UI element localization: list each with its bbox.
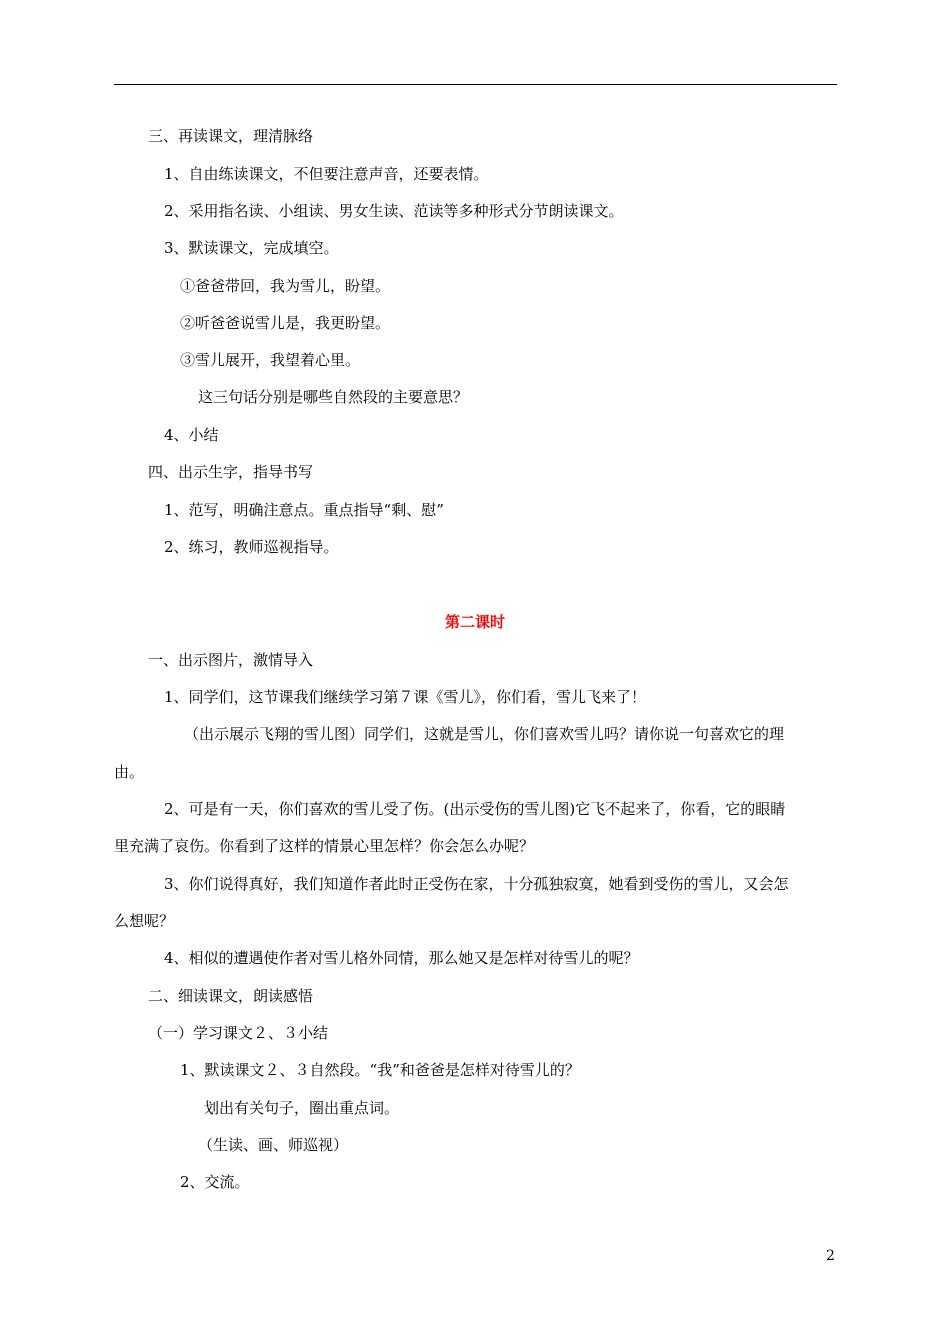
heading-close-reading: 二、细读课文，朗读感悟 <box>148 987 314 1005</box>
paragraph-line: 2、采用指名读、小组读、男女生读、范读等多种形式分节朗读课文。 <box>164 202 624 220</box>
header-rule <box>114 84 837 85</box>
paragraph-line: 1、同学们，这节课我们继续学习第７课《雪儿》，你们看，雪儿飞来了！ <box>164 688 647 706</box>
paragraph-line: 里充满了哀伤。你看到了这样的情景心里怎样？你会怎么办呢？ <box>114 837 535 855</box>
paragraph-line: 划出有关句子，圈出重点词。 <box>204 1099 400 1117</box>
paragraph-line: （出示展示飞翔的雪儿图）同学们，这就是雪儿，你们喜欢雪儿吗？请你说一句喜欢它的理 <box>184 725 785 743</box>
paragraph-line: 4、相似的遭遇使作者对雪儿格外同情，那么她又是怎样对待雪儿的呢？ <box>164 949 639 967</box>
paragraph-line: 2、练习，教师巡视指导。 <box>164 538 339 556</box>
heading-intro: 一、出示图片，激情导入 <box>148 651 314 669</box>
section-title: 第二课时 <box>444 613 505 631</box>
paragraph-line: 么想呢？ <box>114 912 175 930</box>
paragraph-line: 3、默读课文，完成填空。 <box>164 239 339 257</box>
subheading-lesson: （一）学习课文２、３小结 <box>148 1024 329 1042</box>
fill-blank-item: ②听爸爸说雪儿是，我更盼望。 <box>180 314 391 332</box>
fill-blank-item: ①爸爸带回，我为雪儿，盼望。 <box>180 277 391 295</box>
paragraph-line: 3、你们说得真好，我们知道作者此时正受伤在家，十分孤独寂寞，她看到受伤的雪儿，又会怎 <box>164 875 789 893</box>
paragraph-line: 1、默读课文２、３自然段。“我”和爸爸是怎样对待雪儿的？ <box>180 1061 580 1079</box>
paragraph-line: 1、自由练读课文，不但要注意声音，还要表情。 <box>164 165 489 183</box>
paragraph-line: 由。 <box>114 763 145 781</box>
fill-blank-item: ③雪儿展开，我望着心里。 <box>180 351 361 369</box>
paragraph-line: （生读、画、师巡视） <box>198 1136 349 1154</box>
heading-characters: 四、出示生字，指导书写 <box>148 463 314 481</box>
heading-reread: 三、再读课文，理清脉络 <box>148 127 314 145</box>
page-number: 2 <box>826 1248 835 1264</box>
paragraph-line: 这三句话分别是哪些自然段的主要意思？ <box>198 388 469 406</box>
paragraph-line: 2、交流。 <box>180 1173 250 1191</box>
paragraph-line: 1、范写，明确注意点。重点指导“剩、慰” <box>164 501 444 519</box>
paragraph-line: 4、小结 <box>164 426 219 444</box>
paragraph-line: 2、可是有一天，你们喜欢的雪儿受了伤。(出示受伤的雪儿图)它飞不起来了，你看，它的眼睛 <box>164 800 786 818</box>
